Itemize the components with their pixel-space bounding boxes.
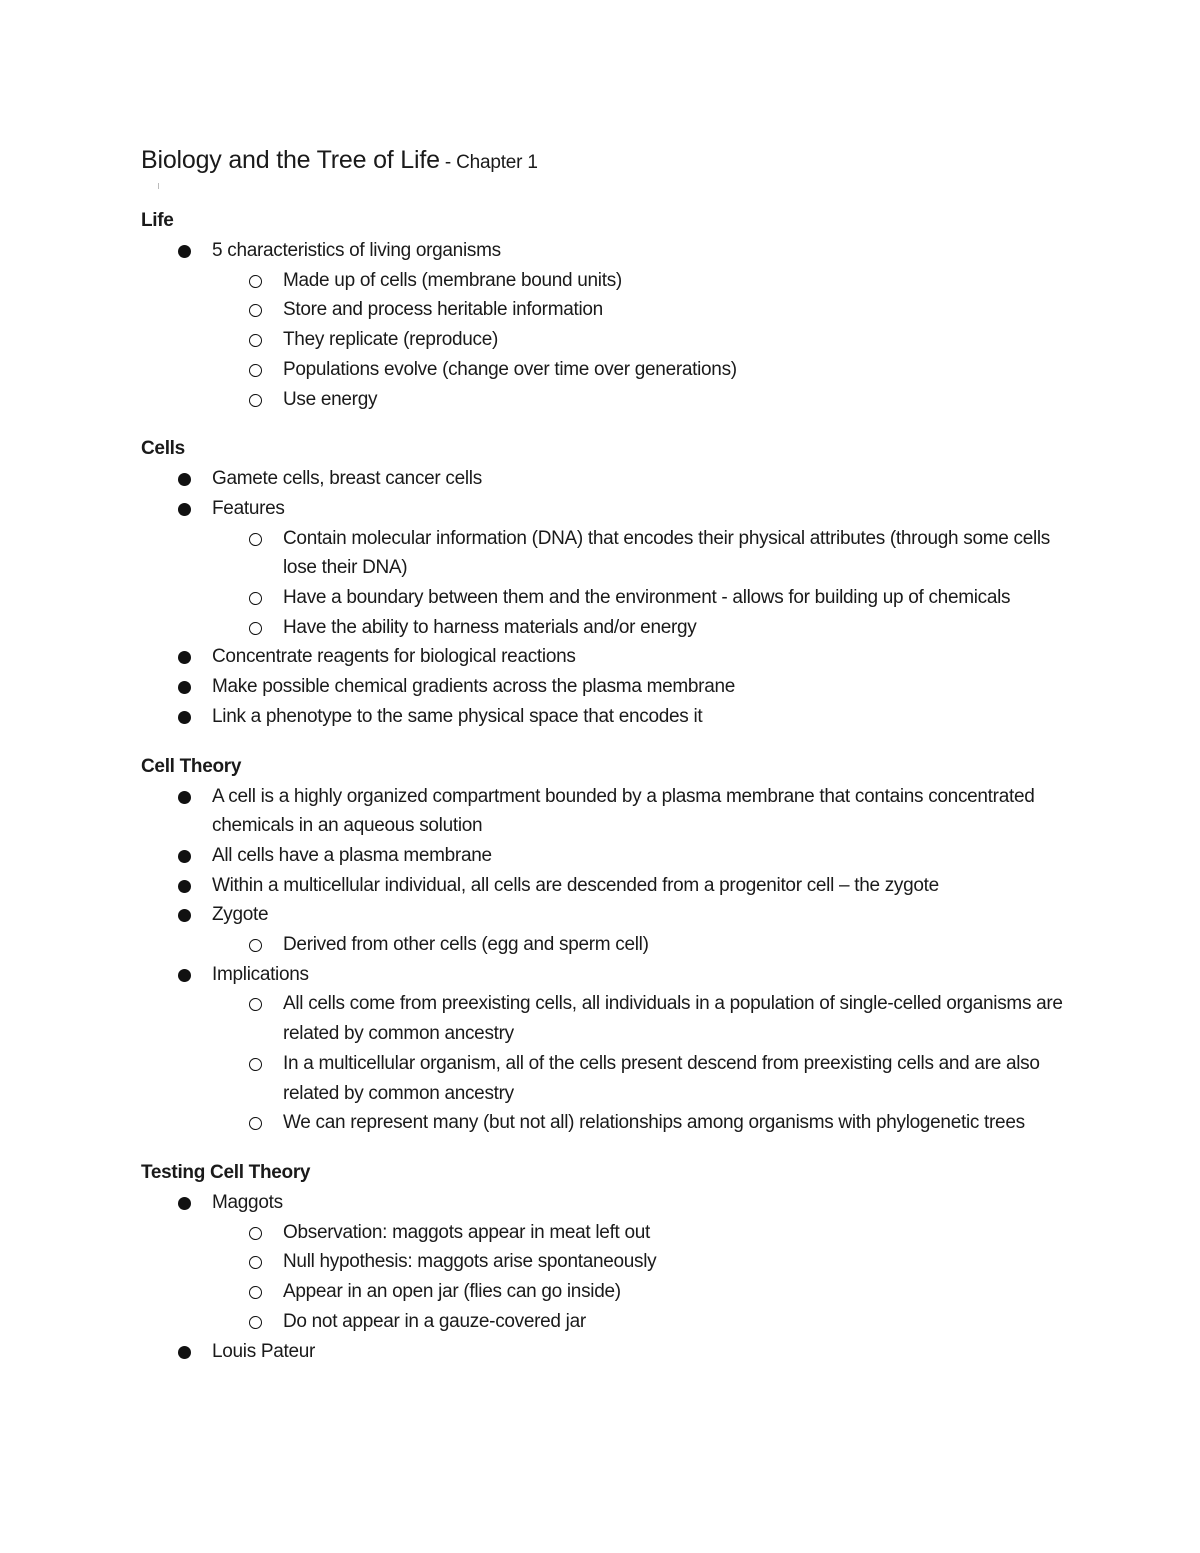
sub-bullet-item <box>141 583 1071 613</box>
sub-bullet-text: Have a boundary between them and the environment - allows for building up of chemicals <box>283 587 1011 609</box>
sub-bullet-item <box>141 1218 1071 1248</box>
bullet-list <box>141 1188 1071 1366</box>
sub-bullet-list <box>141 266 1071 415</box>
sub-bullet-text: Null hypothesis: maggots arise spontaneously <box>283 1251 657 1273</box>
section <box>141 206 1071 414</box>
sub-bullet-text: All cells come from preexisting cells, all individuals in a population of single-celled organisms are related by common ancestry <box>283 993 1063 1045</box>
bullet-text: Concentrate reagents for biological reactions <box>212 646 576 668</box>
section-heading: Cells <box>141 438 185 460</box>
document-page <box>141 143 1071 1386</box>
bullet-item <box>141 702 1071 732</box>
sub-bullet-text: Do not appear in a gauze-covered jar <box>283 1310 586 1332</box>
bullet-text: All cells have a plasma membrane <box>212 844 492 866</box>
sub-bullet-text: Derived from other cells (egg and sperm cell) <box>283 934 649 956</box>
title-spacer <box>141 180 1071 206</box>
bullet-text: A cell is a highly organized compartment bounded by a plasma membrane that contains concentrated chemicals in an aqueous solution <box>212 785 1035 837</box>
sub-bullet-text: Observation: maggots appear in meat left out <box>283 1221 651 1243</box>
page-title <box>141 143 1071 180</box>
sub-bullet-list <box>141 524 1071 643</box>
bullet-item <box>141 841 1071 871</box>
sub-bullet-item <box>141 524 1071 583</box>
bullet-text: Features <box>212 497 285 519</box>
bullet-text: 5 characteristics of living organisms <box>212 240 501 261</box>
sub-bullet-item <box>141 930 1071 960</box>
section <box>141 752 1071 1138</box>
bullet-item <box>141 1188 1071 1337</box>
sub-bullet-text: Store and process heritable information <box>283 299 603 321</box>
bullet-list <box>141 782 1071 1138</box>
sub-bullet-item <box>141 355 1071 385</box>
sub-bullet-text: Use energy <box>283 388 378 410</box>
bullet-item <box>141 642 1071 672</box>
bullet-item <box>141 871 1071 901</box>
bullet-text: Louis Pateur <box>212 1340 316 1362</box>
bullet-item <box>141 494 1071 643</box>
section-heading: Cell Theory <box>141 755 242 777</box>
bullet-item <box>141 1337 1071 1367</box>
bullet-text: Maggots <box>212 1191 283 1213</box>
bullet-item <box>141 464 1071 494</box>
sub-bullet-text: We can represent many (but not all) relationships among organisms with phylogenetic trees <box>283 1112 1025 1134</box>
bullet-text: Implications <box>212 963 309 985</box>
bullet-text: Gamete cells, breast cancer cells <box>212 468 482 490</box>
sub-bullet-text: They replicate (reproduce) <box>283 329 499 351</box>
sub-bullet-item <box>141 1108 1071 1138</box>
sub-bullet-item <box>141 989 1071 1048</box>
title-main: Biology and the Tree of Life <box>141 146 440 174</box>
sub-bullet-item <box>141 266 1071 296</box>
title-chapter: - Chapter 1 <box>439 152 538 173</box>
section-heading: Life <box>141 210 174 231</box>
sub-bullet-list <box>141 1218 1071 1337</box>
bullet-item <box>141 960 1071 1138</box>
sub-bullet-text: Appear in an open jar (flies can go inside) <box>283 1281 621 1303</box>
sub-bullet-text: In a multicellular organism, all of the cells present descend from preexisting cells and are also related by common ancestry <box>283 1052 1040 1104</box>
bullet-text: Make possible chemical gradients across the plasma membrane <box>212 676 735 698</box>
sub-bullet-text: Made up of cells (membrane bound units) <box>283 269 622 291</box>
sub-bullet-item <box>141 1049 1071 1108</box>
bullet-text: Link a phenotype to the same physical space that encodes it <box>212 705 703 727</box>
sub-bullet-item <box>141 1247 1071 1277</box>
sub-bullet-list <box>141 989 1071 1138</box>
section <box>141 434 1071 731</box>
bullet-list <box>141 236 1071 414</box>
sub-bullet-item <box>141 1307 1071 1337</box>
bullet-text: Within a multicellular individual, all cells are descended from a progenitor cell – the zygote <box>212 874 939 896</box>
sub-bullet-item <box>141 613 1071 643</box>
bullet-list <box>141 464 1071 731</box>
sub-bullet-item <box>141 385 1071 415</box>
sub-bullet-text: Contain molecular information (DNA) that encodes their physical attributes (through some cells lose their DNA) <box>283 527 1050 579</box>
bullet-item <box>141 672 1071 702</box>
sub-bullet-text: Have the ability to harness materials and/or energy <box>283 616 697 638</box>
section <box>141 1158 1071 1366</box>
sub-bullet-list <box>141 930 1071 960</box>
sub-bullet-item <box>141 295 1071 325</box>
section-heading: Testing Cell Theory <box>141 1161 311 1183</box>
sub-bullet-item <box>141 1277 1071 1307</box>
bullet-item <box>141 782 1071 841</box>
notes-body <box>141 206 1071 1366</box>
sub-bullet-text: Populations evolve (change over time over generations) <box>283 358 737 380</box>
bullet-text: Zygote <box>212 904 269 926</box>
bullet-item <box>141 236 1071 414</box>
sub-bullet-item <box>141 325 1071 355</box>
bullet-item <box>141 900 1071 959</box>
